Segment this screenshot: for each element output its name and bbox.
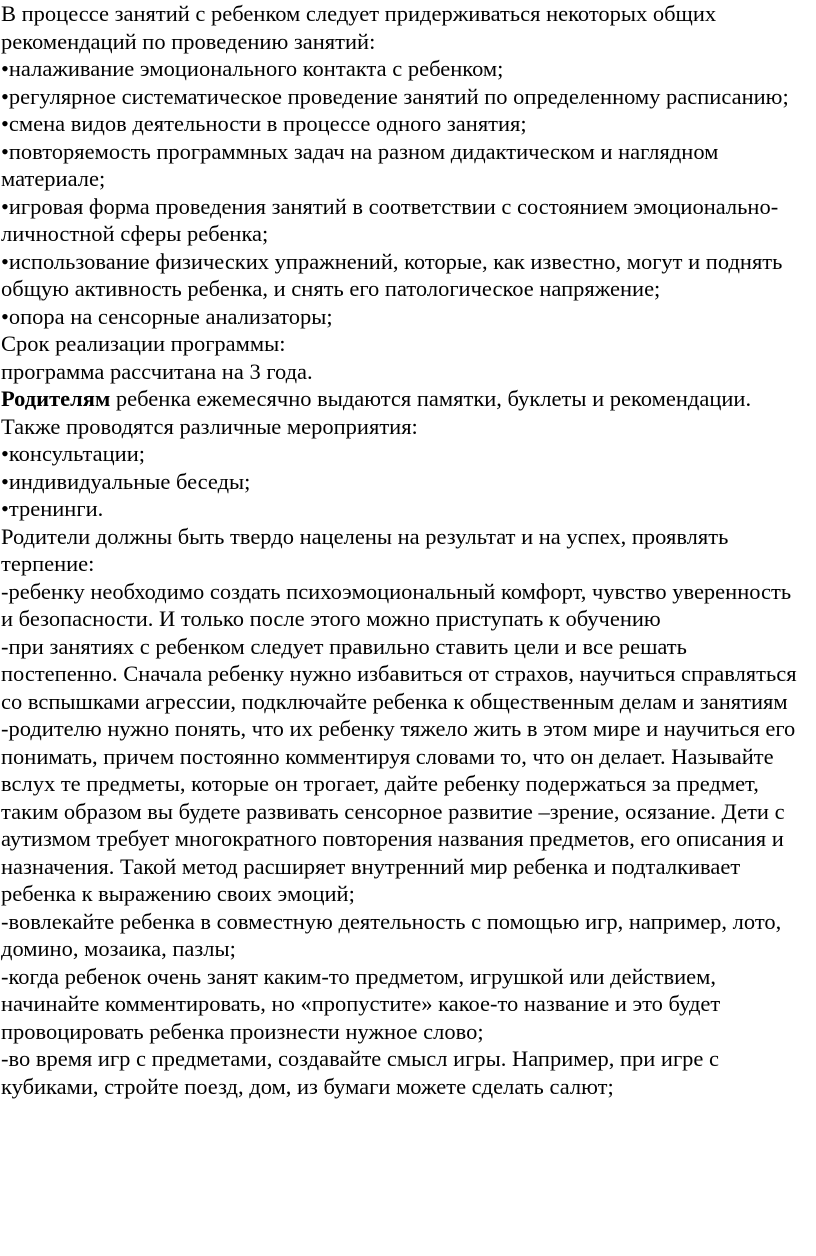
parents-goal-paragraph: Родители должны быть твердо нацелены на результат и на успех, проявлять терпение: (1, 523, 729, 576)
parents-paragraph (1, 385, 808, 440)
list-item: •использование физических упражнений, которые, как известно, могут и поднять общую активность ребенка, и снять его патологическое напряжение; (1, 248, 783, 301)
list-item: •тренинги. (1, 496, 104, 521)
recommendations-list (1, 55, 808, 330)
parents-rest-text: ребенка ежемесячно выдаются памятки, буклеты и рекомендации. Также проводятся различные мероприятия: (1, 386, 752, 439)
intro-paragraph: В процессе занятий с ребенком следует придерживаться некоторых общих рекомендаций по проведению занятий: (1, 1, 717, 54)
term-heading: Срок реализации программы: (1, 331, 286, 356)
list-item: •индивидуальные беседы; (1, 468, 251, 494)
advice-item: -когда ребенок очень занят каким-то предметом, игрушкой или действием, начинайте комментировать, но «пропустите» какое-то название и это будет провоцировать ребенка произнести нужное слово; (1, 963, 721, 1044)
list-item: •игровая форма проведения занятий в соответствии с состоянием эмоционально-личностной сферы ребенка; (1, 193, 779, 246)
parents-bold-word: Родителям (1, 386, 111, 411)
term-text: программа рассчитана на 3 года. (1, 358, 313, 384)
list-item: •опора на сенсорные анализаторы; (1, 303, 333, 329)
advice-list (1, 578, 808, 1101)
advice-item: -родителю нужно понять, что их ребенку тяжело жить в этом мире и научиться его понимать, причем постоянно комментируя словами то, что он делает. Называйте вслух те предметы, которые он трогает, дайте ребенку подержаться за предмет, таким образом вы будете развивать сенсорное развитие –зрение, осязание. Дети с аутизмом требует многократного повторения названия предметов, его описания и назначения. Такой метод расширяет внутренний мир ребенка и подталкивает ребенка к выражению своих эмоций; (1, 716, 796, 906)
advice-item: -при занятиях с ребенком следует правильно ставить цели и все решать постепенно. Сначала ребенку нужно избавиться от страхов, научиться справляться со вспышками агрессии, подключайте ребенка к общественным делам и занятиям (1, 633, 797, 714)
advice-item: -во время игр с предметами, создавайте смысл игры. Например, при игре с кубиками, стройте поезд, дом, из бумаги можете сделать салют; (1, 1046, 720, 1099)
list-item: •повторяемость программных задач на разном дидактическом и наглядном материале; (1, 138, 719, 191)
events-list (1, 440, 808, 523)
advice-item: -вовлекайте ребенка в совместную деятельность с помощью игр, например, лото, домино, мозаика, пазлы; (1, 908, 782, 961)
list-item: •налаживание эмоционального контакта с ребенком; (1, 56, 504, 81)
list-item: •смена видов деятельности в процессе одного занятия; (1, 111, 527, 136)
advice-item: -ребенку необходимо создать психоэмоциональный комфорт, чувство уверенность и безопасности. И только после этого можно приступать к обучению (1, 578, 792, 631)
list-item: •регулярное систематическое проведение занятий по определенному расписанию; (1, 83, 789, 109)
list-item: •консультации; (1, 441, 146, 466)
